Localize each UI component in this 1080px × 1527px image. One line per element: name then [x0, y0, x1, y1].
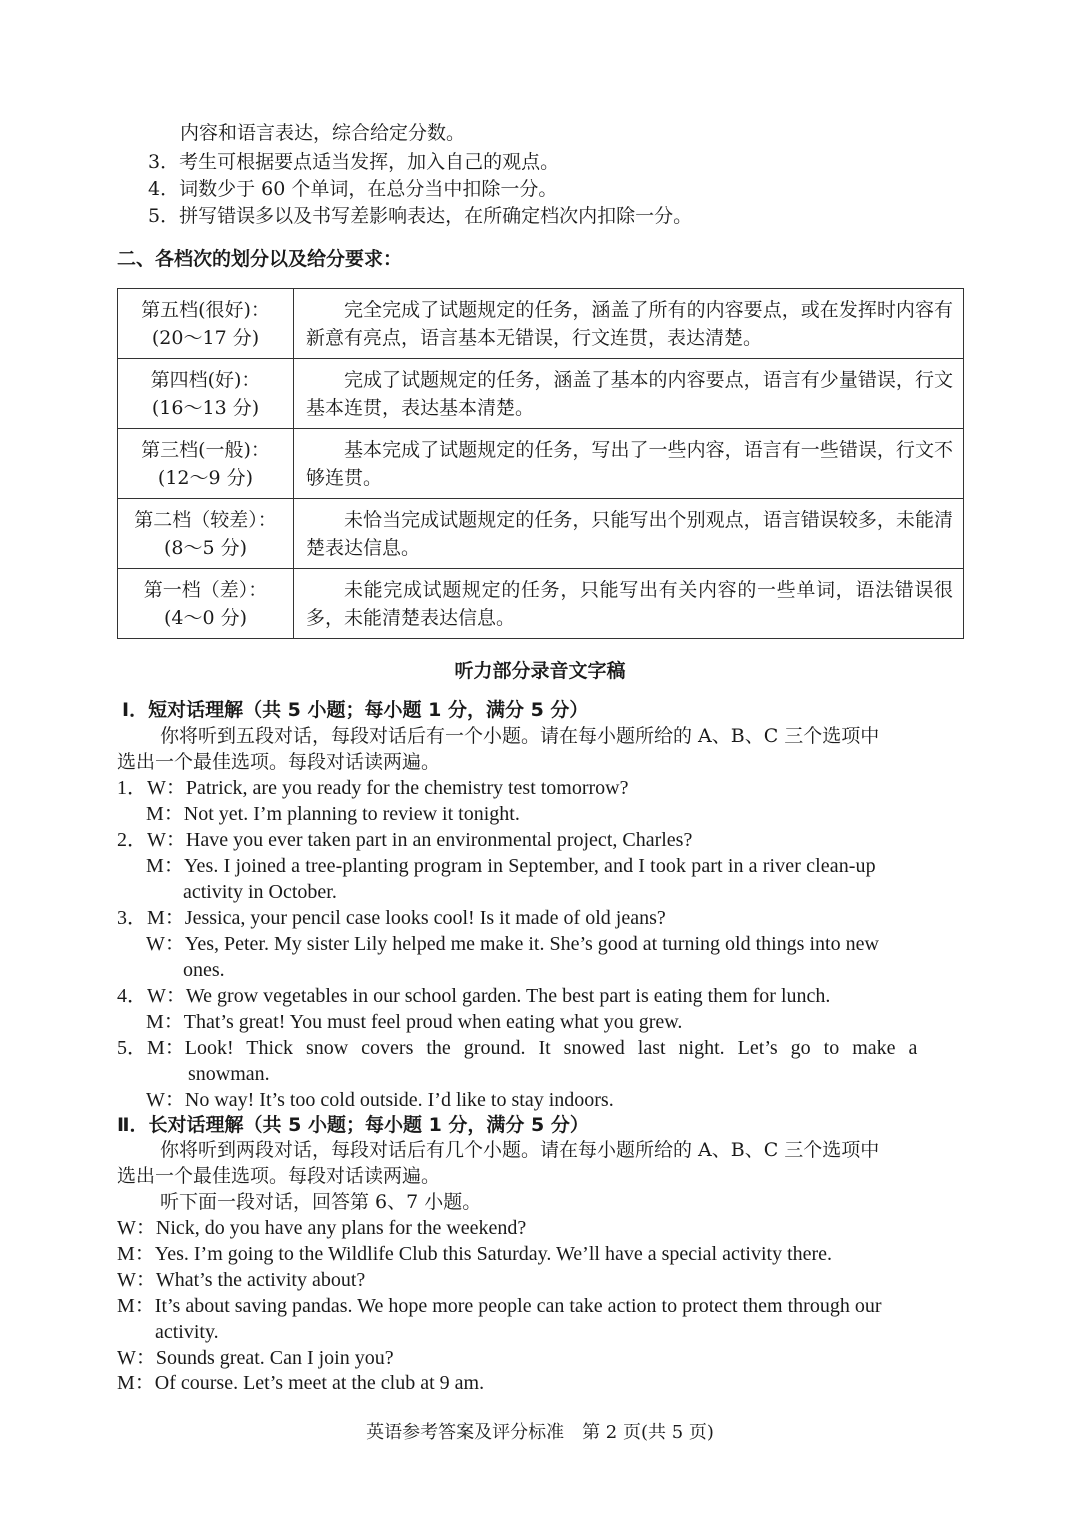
grade-row: [118, 289, 964, 359]
part-1-instruction-2: 选出一个最佳选项。每段对话读两遍。: [117, 751, 441, 773]
dialogue-line: W：Yes, Peter. My sister Lily helped me make it. She’s good at turning old things into new: [146, 933, 879, 955]
dialogue-line: M：Not yet. I’m planning to review it tonight.: [146, 803, 520, 825]
dialogue-line: 3．M：Jessica, your pencil case looks cool! Is it made of old jeans?: [117, 907, 666, 929]
dialogue-line: W：Sounds great. Can I join you?: [117, 1347, 394, 1369]
dialogue-line: 4．W：We grow vegetables in our school garden. The best part is eating them for lunch.: [117, 985, 831, 1007]
part-1-instruction-1: 你将听到五段对话，每段对话后有一个小题。请在每小题所给的 A、B、C 三个选项中: [160, 725, 880, 747]
grade-level-cell: [118, 359, 294, 429]
part-1-heading: Ⅰ．短对话理解（共 5 小题；每小题 1 分，满分 5 分）: [122, 699, 589, 721]
grade-level-cell: [118, 429, 294, 499]
dialogue-line: activity in October.: [183, 881, 337, 903]
dialogue-line: W：Nick, do you have any plans for the weekend?: [117, 1217, 527, 1239]
grade-row: [118, 429, 964, 499]
grade-level: 第二档（较差）：: [134, 508, 277, 531]
grade-description-text: 完成了试题规定的任务，涵盖了基本的内容要点，语言有少量错误，行文基本连贯，表达基本清楚。: [306, 368, 953, 419]
intro-item-4: 4．词数少于 60 个单词，在总分当中扣除一分。: [148, 178, 558, 200]
grade-range: (12～9 分): [157, 466, 254, 489]
page-footer: 英语参考答案及评分标准 第 2 页(共 5 页): [366, 1422, 714, 1443]
dialogue-line: 2．W：Have you ever taken part in an environmental project, Charles?: [117, 829, 693, 851]
part-2-instruction-1: 你将听到两段对话，每段对话后有几个小题。请在每小题所给的 A、B、C 三个选项中: [160, 1139, 880, 1161]
dialogue-line: activity.: [155, 1321, 219, 1343]
dialogue-line: M：Yes. I joined a tree-planting program in September, and I took part in a river clean-up: [146, 855, 876, 877]
intro-item-5: 5．拼写错误多以及书写差影响表达，在所确定档次内扣除一分。: [148, 205, 693, 227]
part-2-instruction-3: 听下面一段对话，回答第 6、7 小题。: [160, 1191, 482, 1213]
grade-description-text: 完全完成了试题规定的任务，涵盖了所有的内容要点，或在发挥时内容有新意有亮点，语言基本无错误，行文连贯，表达清楚。: [306, 298, 953, 349]
grade-description-text: 基本完成了试题规定的任务，写出了一些内容，语言有一些错误，行文不够连贯。: [306, 438, 953, 489]
grade-description: [294, 359, 964, 429]
grade-row: [118, 569, 964, 639]
dialogue-line: snowman.: [188, 1063, 270, 1085]
grade-description: [294, 499, 964, 569]
grade-row: [118, 499, 964, 569]
intro-line-1: 内容和语言表达，综合给定分数。: [180, 122, 466, 144]
grade-range: (4～0 分): [163, 606, 248, 629]
grade-range: (20～17 分): [151, 326, 260, 349]
grading-table: [117, 288, 964, 639]
grade-row: [118, 359, 964, 429]
grade-level-cell: [118, 499, 294, 569]
grade-description-text: 未能完成试题规定的任务，只能写出有关内容的一些单词，语法错误很多，未能清楚表达信息。: [306, 578, 953, 629]
dialogue-line: W：No way! It’s too cold outside. I’d like to stay indoors.: [146, 1089, 614, 1111]
dialogue-line: M：It’s about saving pandas. We hope more people can take action to protect them through our: [117, 1295, 882, 1317]
grade-level-cell: [118, 569, 294, 639]
grade-level-cell: [118, 289, 294, 359]
grade-level: 第五档(很好)：: [141, 298, 270, 321]
dialogue-line: M：That’s great! You must feel proud when eating what you grew.: [146, 1011, 683, 1033]
grade-description: [294, 289, 964, 359]
dialogue-line: M：Yes. I’m going to the Wildlife Club this Saturday. We’ll have a special activity there.: [117, 1243, 833, 1265]
grade-range: (16～13 分): [151, 396, 260, 419]
intro-item-3: 3．考生可根据要点适当发挥，加入自己的观点。: [148, 151, 560, 173]
dialogue-line: M：Of course. Let’s meet at the club at 9 am.: [117, 1372, 485, 1394]
dialogue-line: 5．M：Look! Thick snow covers the ground. It snowed last night. Let’s go to make a: [117, 1037, 918, 1059]
section-2-title: 二、各档次的划分以及给分要求：: [117, 248, 403, 270]
grade-level: 第四档(好)：: [150, 368, 261, 391]
part-2-instruction-2: 选出一个最佳选项。每段对话读两遍。: [117, 1165, 441, 1187]
grade-description: [294, 429, 964, 499]
dialogue-line: W：What’s the activity about?: [117, 1269, 366, 1291]
part-2-heading: Ⅱ．长对话理解（共 5 小题；每小题 1 分，满分 5 分）: [117, 1114, 589, 1136]
transcript-title: 听力部分录音文字稿: [454, 660, 626, 682]
dialogue-line: 1．W：Patrick, are you ready for the chemistry test tomorrow?: [117, 777, 629, 799]
grade-level: 第三档(一般)：: [141, 438, 270, 461]
grade-description: [294, 569, 964, 639]
grade-range: (8～5 分): [163, 536, 248, 559]
grade-level: 第一档（差）：: [143, 578, 268, 601]
grade-description-text: 未恰当完成试题规定的任务，只能写出个别观点，语言错误较多，未能清楚表达信息。: [306, 508, 953, 559]
dialogue-line: ones.: [183, 959, 225, 981]
